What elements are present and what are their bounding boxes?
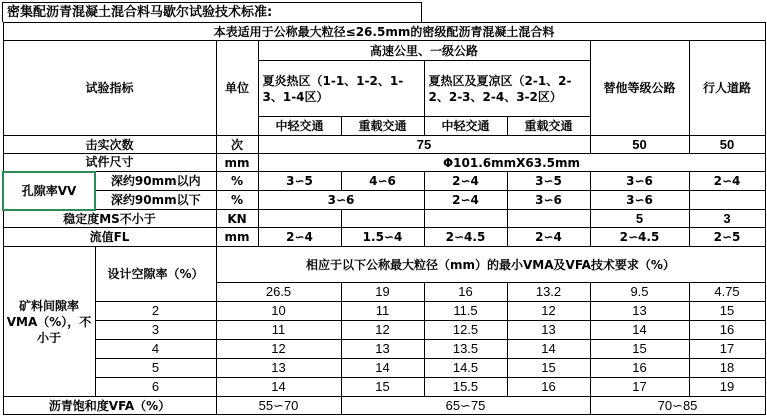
vma-value: 12: [341, 321, 424, 340]
vfa-range-2: 65∽75: [341, 397, 590, 415]
vma-value: 12.5: [424, 321, 507, 340]
porosity-1-c5: 3∽6: [590, 172, 689, 191]
vma-value: 13: [216, 359, 341, 378]
porosity-2-c5: 3∽6: [590, 191, 689, 210]
vma-value: 12: [507, 302, 590, 321]
header-light-traffic-warm: 中轻交通: [424, 117, 507, 136]
vma-value: 11: [216, 321, 341, 340]
vma-group-label: 矿料间隙率VMA（%），不小于: [3, 247, 95, 397]
flow-c4: 2∽4: [507, 228, 590, 247]
vma-value: 10: [216, 302, 341, 321]
row-label-porosity: 孔隙率VV: [3, 172, 95, 210]
blows-pedestrian: 50: [689, 136, 765, 154]
vma-value: 15: [507, 359, 590, 378]
vma-value: 19: [689, 378, 765, 397]
vma-value: 14.5: [424, 359, 507, 378]
vma-void: 5: [95, 359, 216, 378]
vma-size: 4.75: [689, 283, 765, 302]
blows-other: 50: [590, 136, 689, 154]
vma-value: 11: [341, 302, 424, 321]
stability-pedestrian: 3: [689, 210, 765, 228]
blows-highway: 75: [258, 136, 590, 154]
vma-size: 26.5: [216, 283, 341, 302]
vma-value: 16: [507, 378, 590, 397]
vma-row: [3, 302, 765, 321]
header-other-roads: 替他等级公路: [590, 41, 689, 136]
vma-value: 15: [590, 340, 689, 359]
vma-value: 16: [590, 359, 689, 378]
porosity-2-c3: 2∽4: [424, 191, 507, 210]
stability-c4-empty: [507, 210, 590, 228]
row-label-specimen: 试件尺寸: [3, 154, 216, 172]
header-pedestrian: 行人道路: [689, 41, 765, 136]
vma-value: 16: [689, 321, 765, 340]
flow-c1: 2∽4: [258, 228, 341, 247]
header-warm-zone: 夏热区及夏凉区（2-1、2-2、2-3、2-4、3-2区）: [424, 61, 590, 117]
vma-value: 18: [689, 359, 765, 378]
marshall-standard-table: [2, 22, 766, 415]
vma-row: [3, 321, 765, 340]
unit-flow: mm: [216, 228, 258, 247]
vma-size: 13.2: [507, 283, 590, 302]
row-label-blows: 击实次数: [3, 136, 216, 154]
vma-size: 16: [424, 283, 507, 302]
header-test-item: 试验指标: [3, 41, 216, 136]
vma-design-void-label: 设计空隙率（%）: [95, 247, 216, 302]
porosity-1-c6: 2∽4: [689, 172, 765, 191]
header-heavy-traffic-warm: 重载交通: [507, 117, 590, 136]
vma-value: 14: [216, 378, 341, 397]
flow-c5: 2∽4.5: [590, 228, 689, 247]
flow-c3: 2∽4.5: [424, 228, 507, 247]
porosity-2-c6-empty: [689, 191, 765, 210]
vma-value: 15: [689, 302, 765, 321]
unit-stability: KN: [216, 210, 258, 228]
porosity-1-c4: 3∽5: [507, 172, 590, 191]
vma-size: 9.5: [590, 283, 689, 302]
porosity-1-c2: 4∽6: [341, 172, 424, 191]
unit-porosity-2: %: [216, 191, 258, 210]
header-hot-zone: 夏炎热区（1-1、1-2、1-3、1-4区）: [258, 61, 424, 117]
porosity-2-c4: 3∽6: [507, 191, 590, 210]
flow-c6: 2∽5: [689, 228, 765, 247]
vma-void: 2: [95, 302, 216, 321]
unit-porosity-1: %: [216, 172, 258, 191]
vma-void: 6: [95, 378, 216, 397]
vma-size: 19: [341, 283, 424, 302]
vma-value: 15.5: [424, 378, 507, 397]
vma-value: 11.5: [424, 302, 507, 321]
vma-void: 4: [95, 340, 216, 359]
sheet-title: 密集配沥青混凝土混合料马歇尔试验技术标准:: [2, 2, 422, 22]
vfa-range-3: 70∽85: [590, 397, 765, 415]
vma-row: [3, 340, 765, 359]
stability-c2-empty: [341, 210, 424, 228]
vma-value: 17: [590, 378, 689, 397]
scope-note: 本表适用于公称最大粒径≤26.5mm的密级配沥青混凝土混合料: [3, 23, 765, 41]
header-highway-group: 高速公里、一级公路: [258, 41, 590, 61]
stability-other: 5: [590, 210, 689, 228]
specimen-size: Φ101.6mmX63.5mm: [258, 154, 765, 172]
vma-value: 17: [689, 340, 765, 359]
vma-value: 14: [590, 321, 689, 340]
header-heavy-traffic-hot: 重载交通: [341, 117, 424, 136]
porosity-sub-within-90mm: 深约90mm以内: [95, 172, 216, 191]
porosity-1-c1: 3∽5: [258, 172, 341, 191]
unit-blows: 次: [216, 136, 258, 154]
vma-row: [3, 378, 765, 397]
vma-requirement-label: 相应于以下公称最大粒径（mm）的最小VMA及VFA技术要求（%）: [216, 247, 765, 283]
stability-c3-empty: [424, 210, 507, 228]
vma-value: 12: [216, 340, 341, 359]
row-label-vfa: 沥青饱和度VFA（%）: [3, 397, 216, 415]
row-label-flow: 流值FL: [3, 228, 216, 247]
vma-value: 15: [341, 378, 424, 397]
porosity-2-c12: 3∽6: [258, 191, 424, 210]
vma-value: 13.5: [424, 340, 507, 359]
unit-specimen: mm: [216, 154, 258, 172]
porosity-sub-below-90mm: 深约90mm以下: [95, 191, 216, 210]
vfa-range-1: 55∽70: [216, 397, 341, 415]
vma-row: [3, 359, 765, 378]
flow-c2: 1.5∽4: [341, 228, 424, 247]
header-unit: 单位: [216, 41, 258, 136]
row-label-stability: 稳定度MS不小于: [3, 210, 216, 228]
vma-value: 14: [341, 359, 424, 378]
vma-value: 13: [590, 302, 689, 321]
stability-c1-empty: [258, 210, 341, 228]
vma-value: 14: [507, 340, 590, 359]
vma-void: 3: [95, 321, 216, 340]
vma-value: 13: [341, 340, 424, 359]
porosity-1-c3: 2∽4: [424, 172, 507, 191]
vma-value: 13: [507, 321, 590, 340]
header-light-traffic-hot: 中轻交通: [258, 117, 341, 136]
